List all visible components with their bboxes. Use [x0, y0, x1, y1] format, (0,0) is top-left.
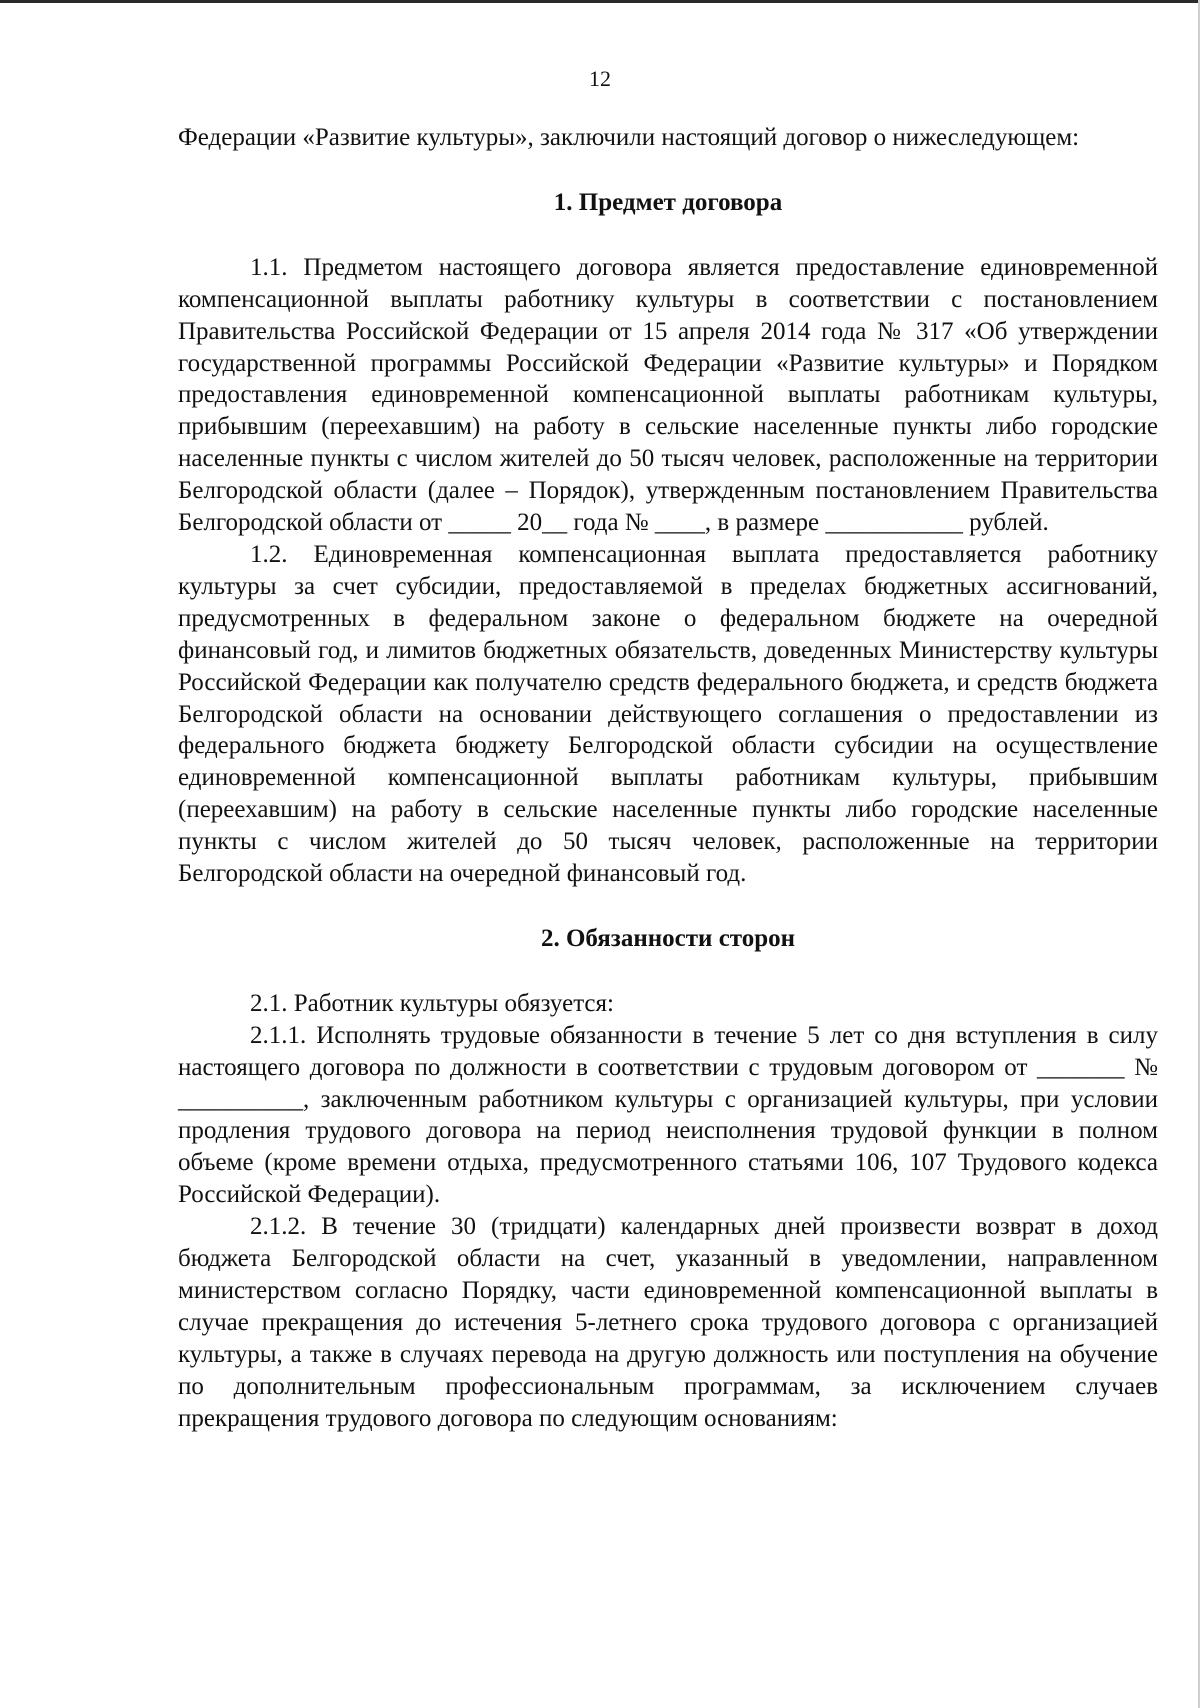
document-body — [178, 122, 1158, 1435]
paragraph-2-1-2: 2.1.2. В течение 30 (тридцати) календарных дней произвести возврат в доход бюджета Белгородской области на счет, указанный в уведомлении, направленном министерством согласно Порядку, части единовременной компенсационной выплаты в случае прекращения до истечения 5-летнего срока трудового договора с организацией культуры, а также в случаях перевода на другую должность или поступления на обучение по дополнительным профессиональным программам, за исключением случаев прекращения трудового договора по следующим основаниям: — [178, 1213, 1158, 1432]
section-2-heading: 2. Обязанности сторон — [540, 924, 796, 952]
paragraph-1-1: 1.1. Предметом настоящего договора является предоставление единовременной компенсационной выплаты работнику культуры в соответствии с постановлением Правительства Российской Федерации от 15 апреля 2014 года № 317 «Об утверждении государственной программы Российской Федерации «Развитие культуры» и Порядком предоставления единовременной компенсационной выплаты работникам культуры, прибывшим (переехавшим) на работу в сельские населенные пункты либо городские населенные пункты с числом жителей до 50 тысяч человек, расположенные на территории Белгородской области (далее – Порядок), утвержденным постановлением Правительства Белгородской области от _____ 20__ года № ____, в размере ___________ рублей. — [178, 253, 1158, 537]
paragraph-2-1-1: 2.1.1. Исполнять трудовые обязанности в течение 5 лет со дня вступления в силу настоящего договора по должности в соответствии с трудовым договором от _______ № __________, заключенным работником культуры с организацией культуры, при условии продления трудового договора на период неисполнения трудовой функции в полном объеме (кроме времени отдыха, предусмотренного статьями 106, 107 Трудового кодекса Российской Федерации). — [178, 1021, 1158, 1209]
page-number: 12 — [589, 66, 611, 91]
scan-top-edge — [0, 0, 1200, 3]
paragraph-2-1: 2.1. Работник культуры обязуется: — [250, 989, 614, 1017]
intro-paragraph: Федерации «Развитие культуры», заключили настоящий договор о нижеследующем: — [178, 124, 1080, 151]
paragraph-1-2: 1.2. Единовременная компенсационная выплата предоставляется работнику культуры за счет субсидии, предоставляемой в пределах бюджетных ассигнований, предусмотренных в федеральном законе о федеральном бюджете на очередной финансовый год, и лимитов бюджетных обязательств, доведенных Министерству культуры Российской Федерации как получателю средств федерального бюджета, и средств бюджета Белгородской области на основании действующего соглашения о предоставлении из федерального бюджета бюджету Белгородской области субсидии на осуществление единовременной компенсационной выплаты работникам культуры, прибывшим (переехавшим) на работу в сельские населенные пункты либо городские населенные пункты с числом жителей до 50 тысяч человек, расположенные на территории Белгородской области на очередной финансовый год. — [178, 540, 1158, 888]
section-1-heading: 1. Предмет договора — [553, 188, 783, 216]
